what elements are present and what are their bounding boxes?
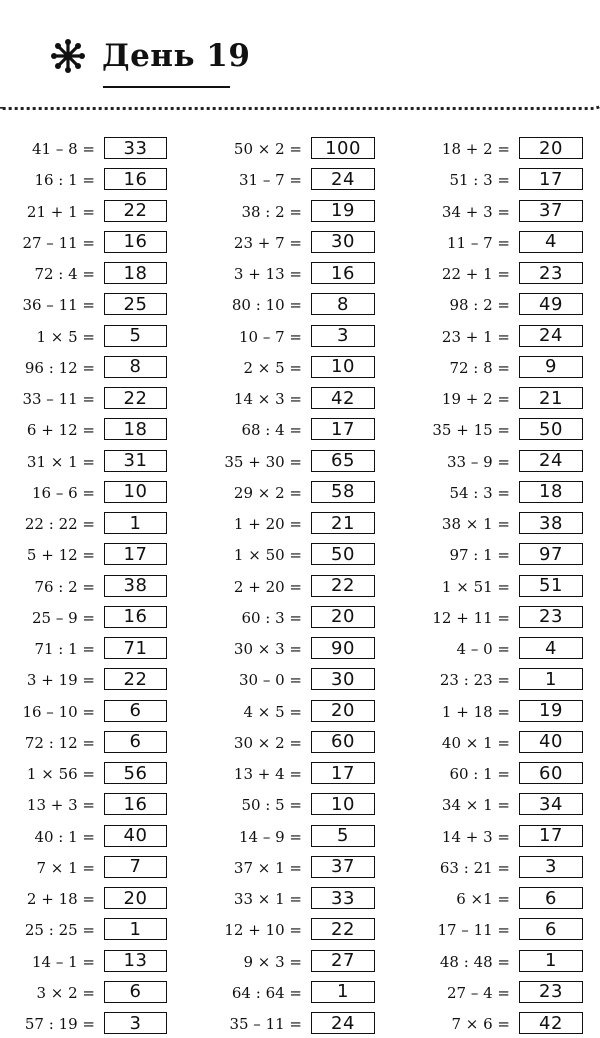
exercise-expression: 13 + 4 = <box>233 765 302 783</box>
exercise-expression: 14 + 3 = <box>441 827 510 846</box>
exercise-expression: 33 × 1 = <box>233 890 302 908</box>
exercise-row <box>0 917 600 943</box>
exercise-expression: 6 + 12 = <box>26 421 95 440</box>
answer-box[interactable]: 3 <box>104 1012 167 1034</box>
answer-box[interactable]: 18 <box>519 481 583 503</box>
exercise-expression: 23 + 1 = <box>441 327 510 346</box>
exercise-row <box>0 261 600 287</box>
answer-box[interactable]: 30 <box>311 231 375 253</box>
exercise-expression: 1 × 56 = <box>26 765 95 783</box>
exercise-expression: 30 × 3 = <box>233 640 302 658</box>
exercise-expression: 5 + 12 = <box>26 546 95 565</box>
answer-box[interactable]: 34 <box>519 793 583 815</box>
exercise-expression: 31 × 1 = <box>26 452 95 471</box>
exercise-expression: 48 : 48 = <box>439 952 510 971</box>
exercise-expression: 2 × 5 = <box>243 358 302 377</box>
answer-box[interactable]: 22 <box>311 918 375 940</box>
answer-box[interactable]: 4 <box>519 231 583 253</box>
answer-box[interactable]: 18 <box>104 262 167 284</box>
answer-box[interactable]: 6 <box>519 918 583 940</box>
answer-box[interactable]: 51 <box>519 575 583 597</box>
answer-box[interactable]: 33 <box>104 137 167 159</box>
answer-box[interactable]: 3 <box>311 325 375 347</box>
exercise-row <box>0 199 600 225</box>
exercise-row <box>0 417 600 443</box>
answer-box[interactable]: 31 <box>104 450 167 472</box>
answer-box[interactable]: 22 <box>311 575 375 597</box>
answer-box[interactable]: 20 <box>519 137 583 159</box>
answer-box[interactable]: 97 <box>519 543 583 565</box>
answer-box[interactable]: 17 <box>519 168 583 190</box>
answer-box[interactable]: 8 <box>104 356 167 378</box>
answer-box[interactable]: 71 <box>104 637 167 659</box>
exercise-row <box>0 167 600 193</box>
exercise-expression: 68 : 4 = <box>241 421 302 440</box>
exercise-expression: 35 + 30 = <box>224 452 302 471</box>
exercise-expression: 71 : 1 = <box>34 640 95 658</box>
exercise-expression: 12 + 10 = <box>224 921 302 940</box>
exercise-row <box>0 980 600 1006</box>
exercise-expression: 98 : 2 = <box>449 296 510 315</box>
answer-box[interactable]: 27 <box>311 950 375 972</box>
page-title: День 19 <box>102 38 251 74</box>
exercise-row <box>0 386 600 412</box>
answer-box[interactable]: 10 <box>311 356 375 378</box>
answer-box[interactable]: 60 <box>519 762 583 784</box>
answer-box[interactable]: 23 <box>519 981 583 1003</box>
exercise-expression: 22 + 1 = <box>441 265 510 283</box>
answer-box[interactable]: 24 <box>519 325 583 347</box>
exercise-row <box>0 667 600 693</box>
exercise-expression: 22 : 22 = <box>24 515 95 533</box>
exercise-expression: 13 + 3 = <box>26 796 95 815</box>
answer-box[interactable]: 1 <box>519 668 583 690</box>
exercise-expression: 41 – 8 = <box>31 140 95 158</box>
exercise-expression: 54 : 3 = <box>449 483 510 502</box>
exercise-expression: 2 + 18 = <box>26 890 95 908</box>
answer-box[interactable]: 22 <box>104 668 167 690</box>
exercise-row <box>0 574 600 600</box>
exercise-expression: 3 + 19 = <box>26 671 95 690</box>
exercise-expression: 72 : 4 = <box>34 265 95 283</box>
answer-box[interactable]: 17 <box>104 543 167 565</box>
exercise-expression: 40 : 1 = <box>34 827 95 846</box>
exercise-expression: 1 + 20 = <box>233 515 302 533</box>
answer-box[interactable]: 6 <box>519 887 583 909</box>
answer-box[interactable]: 1 <box>104 512 167 534</box>
exercise-row <box>0 230 600 256</box>
answer-box[interactable]: 17 <box>311 762 375 784</box>
exercise-expression: 27 – 4 = <box>446 983 510 1002</box>
answer-box[interactable]: 10 <box>311 793 375 815</box>
exercise-expression: 27 – 11 = <box>22 233 95 252</box>
exercise-expression: 4 – 0 = <box>456 640 510 658</box>
exercise-row <box>0 792 600 818</box>
exercise-row <box>0 1011 600 1037</box>
exercise-expression: 30 – 0 = <box>238 671 302 690</box>
exercise-expression: 17 – 11 = <box>437 921 510 940</box>
exercise-expression: 37 × 1 = <box>233 858 302 877</box>
exercise-expression: 7 × 6 = <box>451 1015 510 1033</box>
answer-box[interactable]: 56 <box>104 762 167 784</box>
exercise-expression: 25 – 9 = <box>31 608 95 627</box>
exercise-expression: 36 – 11 = <box>22 296 95 315</box>
exercise-expression: 97 : 1 = <box>449 546 510 565</box>
answer-box[interactable]: 58 <box>311 481 375 503</box>
exercise-expression: 33 – 9 = <box>446 452 510 471</box>
exercise-expression: 10 – 7 = <box>238 327 302 346</box>
exercise-expression: 96 : 12 = <box>24 358 95 377</box>
answer-box[interactable]: 21 <box>311 512 375 534</box>
answer-box[interactable]: 42 <box>519 1012 583 1034</box>
exercise-expression: 11 – 7 = <box>446 233 510 252</box>
exercise-expression: 2 + 20 = <box>233 577 302 596</box>
exercise-row <box>0 761 600 787</box>
answer-box[interactable]: 50 <box>519 418 583 440</box>
exercise-expression: 64 : 64 = <box>231 983 302 1002</box>
exercise-expression: 7 × 1 = <box>36 858 95 877</box>
exercise-expression: 80 : 10 = <box>231 296 302 315</box>
exercise-row <box>0 824 600 850</box>
exercise-expression: 76 : 2 = <box>34 577 95 596</box>
exercise-expression: 72 : 12 = <box>24 733 95 752</box>
answer-box[interactable]: 40 <box>104 825 167 847</box>
exercise-expression: 34 × 1 = <box>441 796 510 815</box>
exercise-expression: 23 : 23 = <box>439 671 510 690</box>
exercise-expression: 1 × 51 = <box>441 577 510 596</box>
answer-box[interactable]: 16 <box>311 262 375 284</box>
exercise-expression: 63 : 21 = <box>439 858 510 877</box>
exercise-row <box>0 480 600 506</box>
exercise-expression: 1 + 18 = <box>441 702 510 721</box>
exercise-row <box>0 949 600 975</box>
exercise-expression: 19 + 2 = <box>441 390 510 408</box>
exercise-expression: 9 × 3 = <box>243 952 302 971</box>
answer-box[interactable]: 19 <box>519 700 583 722</box>
answer-box[interactable]: 24 <box>311 168 375 190</box>
answer-box[interactable]: 6 <box>104 700 167 722</box>
answer-box[interactable]: 40 <box>519 731 583 753</box>
answer-box[interactable]: 30 <box>311 668 375 690</box>
answer-box[interactable]: 100 <box>311 137 375 159</box>
exercise-row <box>0 324 600 350</box>
exercise-expression: 29 × 2 = <box>233 483 302 502</box>
exercise-row <box>0 136 600 162</box>
answer-box[interactable]: 4 <box>519 637 583 659</box>
exercise-expression: 21 + 1 = <box>26 202 95 221</box>
answer-box[interactable]: 49 <box>519 293 583 315</box>
exercise-expression: 72 : 8 = <box>449 358 510 377</box>
answer-box[interactable]: 22 <box>104 200 167 222</box>
exercise-row <box>0 449 600 475</box>
asterisk-flower-icon <box>50 38 86 74</box>
exercise-expression: 34 + 3 = <box>441 202 510 221</box>
exercise-row <box>0 636 600 662</box>
exercise-expression: 50 : 5 = <box>241 796 302 815</box>
title-underline <box>103 86 230 88</box>
answer-box[interactable]: 38 <box>104 575 167 597</box>
answer-box[interactable]: 22 <box>104 387 167 409</box>
answer-box[interactable]: 60 <box>311 731 375 753</box>
exercise-row <box>0 292 600 318</box>
exercise-expression: 14 – 1 = <box>31 952 95 971</box>
exercise-expression: 3 × 2 = <box>36 983 95 1002</box>
answer-box[interactable]: 1 <box>311 981 375 1003</box>
exercise-expression: 6 ×1 = <box>456 890 510 908</box>
answer-box[interactable]: 65 <box>311 450 375 472</box>
exercise-expression: 16 – 10 = <box>22 702 95 721</box>
answer-box[interactable]: 16 <box>104 168 167 190</box>
answer-box[interactable]: 37 <box>311 856 375 878</box>
exercise-expression: 38 : 2 = <box>241 202 302 221</box>
answer-box[interactable]: 21 <box>519 387 583 409</box>
answer-box[interactable]: 38 <box>519 512 583 534</box>
answer-box[interactable]: 5 <box>311 825 375 847</box>
exercise-row <box>0 730 600 756</box>
page-header <box>50 38 250 74</box>
answer-box[interactable]: 3 <box>519 856 583 878</box>
exercise-expression: 50 × 2 = <box>233 140 302 158</box>
answer-box[interactable]: 18 <box>104 418 167 440</box>
answer-box[interactable]: 24 <box>311 1012 375 1034</box>
answer-box[interactable]: 5 <box>104 325 167 347</box>
answer-box[interactable]: 33 <box>311 887 375 909</box>
exercise-expression: 1 × 5 = <box>36 327 95 346</box>
exercise-row <box>0 886 600 912</box>
answer-box[interactable]: 13 <box>104 950 167 972</box>
exercise-expression: 4 × 5 = <box>243 702 302 721</box>
exercise-expression: 16 – 6 = <box>31 483 95 502</box>
exercise-expression: 25 : 25 = <box>24 921 95 940</box>
exercise-expression: 60 : 3 = <box>241 608 302 627</box>
answer-box[interactable]: 1 <box>104 918 167 940</box>
exercise-expression: 51 : 3 = <box>449 171 510 190</box>
exercise-expression: 38 × 1 = <box>441 515 510 533</box>
answer-box[interactable]: 9 <box>519 356 583 378</box>
exercise-row <box>0 511 600 537</box>
exercise-expression: 35 + 15 = <box>432 421 510 440</box>
answer-box[interactable]: 8 <box>311 293 375 315</box>
answer-box[interactable]: 6 <box>104 731 167 753</box>
answer-box[interactable]: 19 <box>311 200 375 222</box>
exercise-expression: 40 × 1 = <box>441 733 510 752</box>
exercise-expression: 23 + 7 = <box>233 233 302 252</box>
exercise-expression: 1 × 50 = <box>233 546 302 565</box>
answer-box[interactable]: 37 <box>519 200 583 222</box>
exercise-expression: 3 + 13 = <box>233 265 302 283</box>
exercise-expression: 18 + 2 = <box>441 140 510 158</box>
exercise-expression: 16 : 1 = <box>34 171 95 190</box>
exercise-expression: 14 – 9 = <box>238 827 302 846</box>
answer-box[interactable]: 17 <box>519 825 583 847</box>
exercise-row <box>0 355 600 381</box>
answer-box[interactable]: 7 <box>104 856 167 878</box>
exercise-expression: 33 – 11 = <box>22 390 95 408</box>
exercise-row <box>0 605 600 631</box>
exercise-row <box>0 699 600 725</box>
answer-box[interactable]: 20 <box>104 887 167 909</box>
exercise-expression: 30 × 2 = <box>233 733 302 752</box>
answer-box[interactable]: 50 <box>311 543 375 565</box>
answer-box[interactable]: 20 <box>311 606 375 628</box>
answer-box[interactable]: 23 <box>519 606 583 628</box>
exercise-expression: 35 – 11 = <box>229 1015 302 1033</box>
answer-box[interactable]: 25 <box>104 293 167 315</box>
answer-box[interactable]: 16 <box>104 793 167 815</box>
answer-box[interactable]: 16 <box>104 231 167 253</box>
answer-box[interactable]: 20 <box>311 700 375 722</box>
answer-box[interactable]: 90 <box>311 637 375 659</box>
answer-box[interactable]: 17 <box>311 418 375 440</box>
answer-box[interactable]: 42 <box>311 387 375 409</box>
exercise-expression: 57 : 19 = <box>24 1015 95 1033</box>
exercise-expression: 12 + 11 = <box>432 608 510 627</box>
exercise-expression: 60 : 1 = <box>449 765 510 783</box>
exercise-expression: 31 – 7 = <box>238 171 302 190</box>
answer-box[interactable]: 6 <box>104 981 167 1003</box>
exercise-row <box>0 855 600 881</box>
answer-box[interactable]: 23 <box>519 262 583 284</box>
answer-box[interactable]: 24 <box>519 450 583 472</box>
exercise-row <box>0 542 600 568</box>
answer-box[interactable]: 1 <box>519 950 583 972</box>
answer-box[interactable]: 16 <box>104 606 167 628</box>
exercise-expression: 14 × 3 = <box>233 390 302 408</box>
answer-box[interactable]: 10 <box>104 481 167 503</box>
